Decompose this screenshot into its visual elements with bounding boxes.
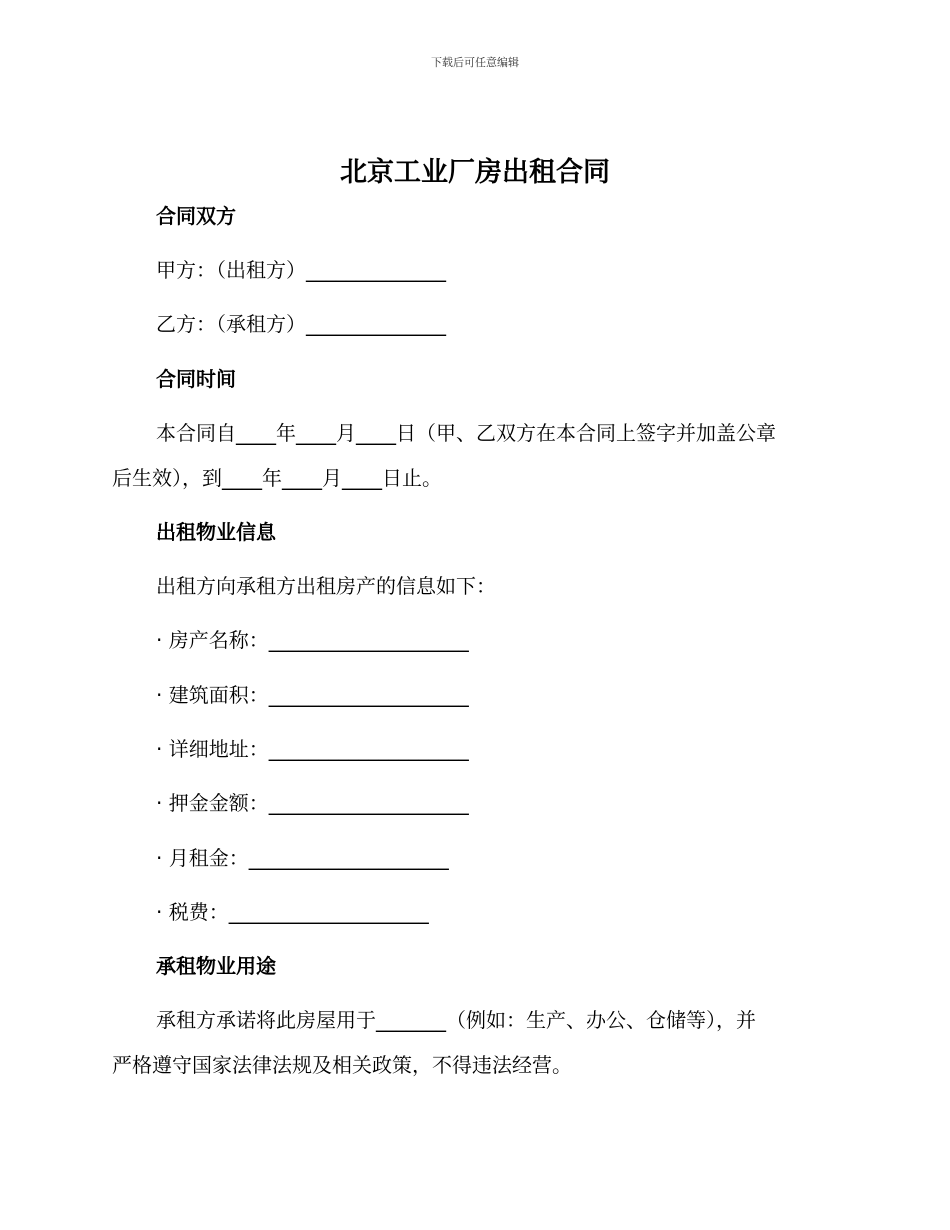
property-item-deposit: · 押金金额：____________________	[156, 791, 469, 815]
property-intro: 出租方向承租方出租房产的信息如下：	[156, 574, 496, 598]
property-item-tax: · 税费：____________________	[156, 900, 429, 924]
property-item-area: · 建筑面积：____________________	[156, 683, 469, 707]
page-header-note: 下载后可任意编辑	[431, 56, 519, 69]
document-title: 北京工业厂房出租合同	[340, 157, 610, 188]
section-heading-parties: 合同双方	[156, 204, 236, 228]
property-item-monthly-rent: · 月租金：____________________	[156, 846, 449, 870]
property-item-address: · 详细地址：____________________	[156, 737, 469, 761]
party-a-line: 甲方：（出租方）______________	[156, 258, 446, 282]
section-heading-term: 合同时间	[156, 367, 236, 391]
usage-line-1: 承租方承诺将此房屋用于_______（例如：生产、办公、仓储等），并	[156, 1008, 756, 1032]
usage-line-2: 严格遵守国家法律法规及相关政策，不得违法经营。	[112, 1053, 572, 1077]
term-line-1: 本合同自____年____月____日（甲、乙双方在本合同上签字并加盖公章	[156, 421, 776, 445]
section-heading-property: 出租物业信息	[156, 520, 276, 544]
section-heading-usage: 承租物业用途	[156, 954, 276, 978]
term-line-2: 后生效），到____年____月____日止。	[112, 466, 442, 490]
property-item-name: · 房产名称：____________________	[156, 628, 469, 652]
party-b-line: 乙方：（承租方）______________	[156, 312, 446, 336]
